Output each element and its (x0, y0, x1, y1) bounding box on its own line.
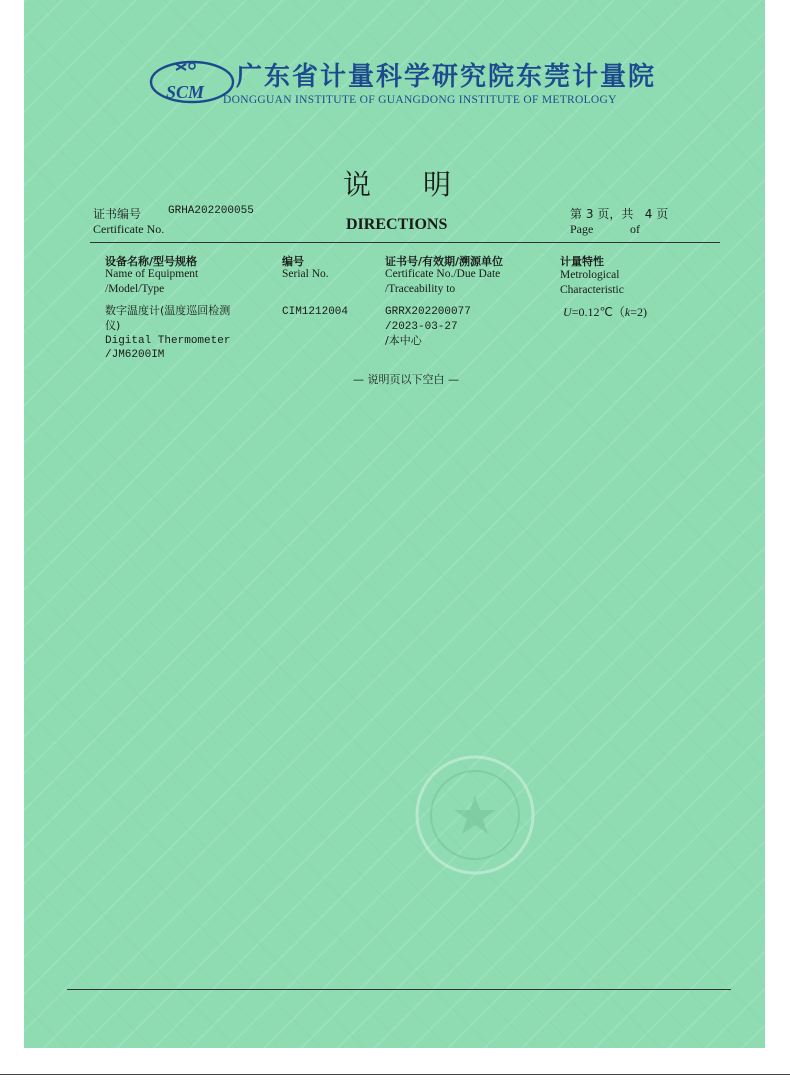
page-mid: 页，共 (597, 207, 634, 221)
page-title-en: DIRECTIONS (346, 216, 448, 233)
page-bottom-border (0, 1074, 790, 1075)
row-characteristic (563, 305, 647, 320)
logo-text: SCM (166, 82, 205, 102)
end-of-directions-note: — 说明页以下空白 — (353, 373, 459, 386)
col-serial-en1: Serial No. (282, 268, 329, 280)
page-prefix: 第 (570, 207, 583, 221)
page-of-en: of (630, 222, 640, 236)
col-equipment-cn: 设备名称/型号规格 (105, 255, 198, 268)
col-equipment-en1: Name of Equipment (105, 268, 199, 280)
page-total: 4 (644, 207, 653, 221)
char-value: =0.12℃（ (571, 305, 625, 319)
page-suffix: 页 (656, 207, 669, 221)
col-char-cn: 计量特性 (560, 255, 604, 268)
page-title-cn: 说明 (343, 168, 504, 201)
page-current: 3 (585, 207, 594, 221)
col-cert-en2: /Traceability to (385, 283, 456, 295)
char-symbol-u: U (563, 305, 572, 319)
certificate-sheet (24, 0, 765, 1048)
col-char-en2: Characteristic (560, 284, 624, 296)
header-divider (90, 242, 720, 243)
institute-name-en: DONGGUAN INSTITUTE OF GUANGDONG INSTITUTE OF METROLOGY (223, 94, 617, 106)
certificate-label-en: Certificate No. (93, 222, 165, 236)
row-equipment-cn-2: 仪) (105, 319, 121, 332)
col-char-en1: Metrological (560, 269, 620, 281)
page-label-en: Page (570, 222, 594, 236)
row-equipment-cn-1: 数字温度计(温度巡回检测 (105, 304, 231, 317)
embossed-seal (410, 750, 540, 880)
institute-name-cn: 广东省计量科学研究院东莞计量院 (236, 62, 657, 92)
footer-divider (67, 989, 731, 990)
row-cert-date: /2023-03-27 (385, 321, 458, 333)
page-indicator-cn (570, 205, 668, 222)
certificate-label-cn: 证书编号 (93, 207, 142, 221)
char-coverage: =2) (630, 305, 648, 319)
col-cert-cn: 证书号/有效期/溯源单位 (385, 255, 504, 268)
row-equipment-model: /JM6200IM (105, 349, 165, 361)
col-equipment-en2: /Model/Type (105, 283, 165, 295)
char-symbol-k: k (624, 305, 631, 319)
row-cert-trace: /本中心 (385, 334, 422, 347)
row-cert-number: GRRX202200077 (385, 306, 471, 318)
col-serial-cn: 编号 (282, 255, 304, 268)
certificate-number: GRHA202200055 (168, 205, 254, 217)
row-serial: CIM1212004 (282, 306, 349, 318)
col-cert-en1: Certificate No./Due Date (385, 268, 501, 280)
row-equipment-en: Digital Thermometer (105, 335, 231, 347)
